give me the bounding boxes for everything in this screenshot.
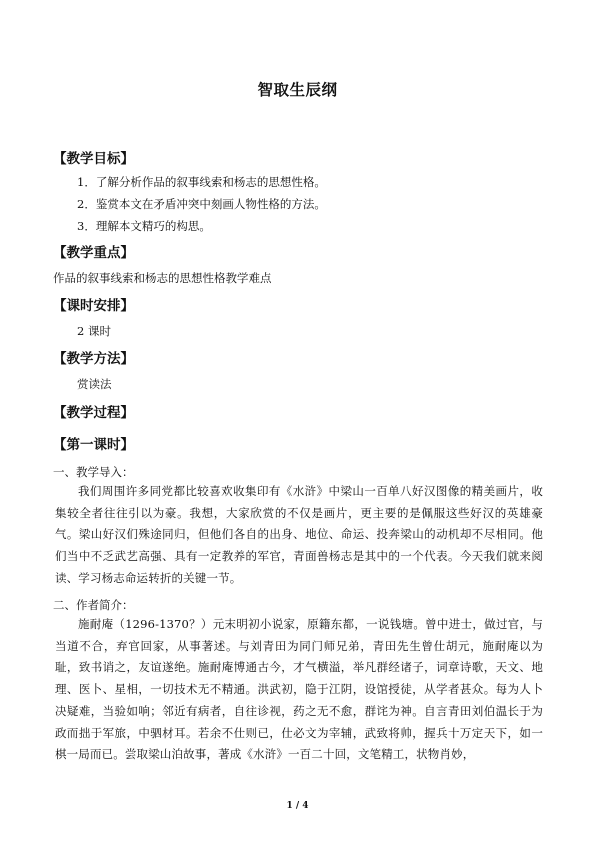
method-text: 赏读法	[77, 377, 112, 391]
page-title: 智取生辰纲	[257, 81, 338, 99]
method-heading: 【教学方法】	[53, 351, 134, 367]
objective-item-1: 1．了解分析作品的叙事线索和杨志的思想性格。	[77, 175, 326, 189]
lesson1-heading: 【第一课时】	[53, 437, 134, 453]
process-heading: 【教学过程】	[53, 405, 134, 421]
keypoints-text: 作品的叙事线索和杨志的思想性格教学难点	[53, 271, 272, 285]
objective-item-2: 2．鉴赏本文在矛盾冲突中刻画人物性格的方法。	[77, 197, 326, 211]
objective-item-3: 3．理解本文精巧的构思。	[77, 219, 211, 233]
intro-paragraph: 我们周围许多同党都比较喜欢收集印有《水浒》中梁山一百单八好汉图像的精美画片，收集较全者往往引以为豪。我想，大家欣赏的不仅是画片，更主要的是佩服这些好汉的英雄豪气。梁山好汉们殊途同归，但他们各自的出身、地位、命运、投奔梁山的动机却不尽相同。他们当中不乏武艺高强、具有一定教养的军官，青面兽杨志是其中的一个代表。今天我们就来阅读、学习杨志命运转折的关键一节。	[55, 484, 543, 585]
schedule-text: 2 课时	[77, 324, 111, 338]
author-heading: 二、作者简介：	[53, 598, 134, 612]
page-number: 1 / 4	[286, 801, 309, 811]
keypoints-heading: 【教学重点】	[53, 245, 134, 261]
objectives-heading: 【教学目标】	[53, 151, 134, 167]
author-paragraph: 施耐庵（1296-1370？）元末明初小说家，原籍东都，一说钱塘。曾中进士，做过官，与当道不合，弃官回家，从事著述。与刘青田为同门师兄弟，青田先生曾仕胡元，施耐庵以为耻，致书诮之，友谊遂绝。施耐庵博通古今，才气横溢，举凡群经诸子，词章诗歌，天文、地理、医卜、星相，一切技术无不精通。洪武初，隐于江阴，设馆授徒，从学者甚众。每为人卜决疑难，当验如响；邻近有病者，自往诊视，药之无不愈，群诧为神。自言青田刘伯温长于为政而拙于军旅，中驷材耳。若余不仕则已，仕必文为宰辅，武致将帅，握兵十万定天下，如一棋一局而已。尝取梁山泊故事，著成《水浒》一百二十回，文笔精工，状物肖妙，	[55, 617, 543, 762]
intro-heading: 一、教学导入：	[53, 465, 134, 479]
schedule-heading: 【课时安排】	[53, 298, 134, 314]
